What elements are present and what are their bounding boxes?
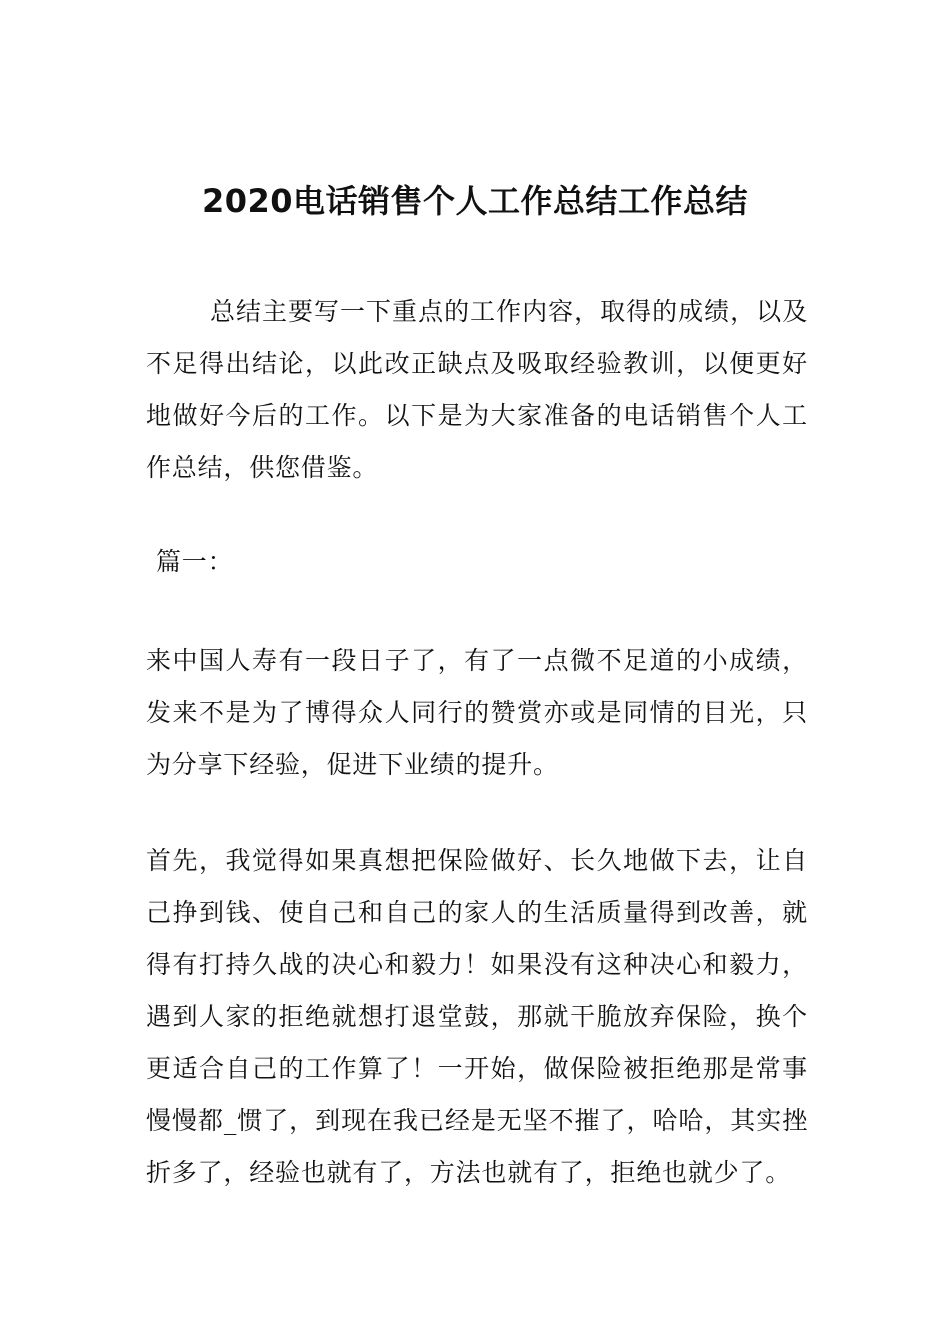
body-paragraph-2: 首先，我觉得如果真想把保险做好、长久地做下去，让自己挣到钱、使自己和自己的家人的生活质量得到改善，就得有打持久战的决心和毅力！如果没有这种决心和毅力，遇到人家的拒绝就想打退堂鼓，那就干脆放弃保险，换个更适合自己的工作算了！一开始，做保险被拒绝那是常事慢慢都_惯了，到现在我已经是无坚不摧了，哈哈，其实挫折多了，经验也就有了，方法也就有了，拒绝也就少了。 [146,846,808,1187]
intro-paragraph: 总结主要写一下重点的工作内容，取得的成绩，以及不足得出结论，以此改正缺点及吸取经验教训，以便更好地做好今后的工作。以下是为大家准备的电话销售个人工作总结，供您借鉴。 [146,297,808,482]
body-paragraph-1: 来中国人寿有一段日子了，有了一点微不足道的小成绩，发来不是为了博得众人同行的赞赏亦或是同情的目光，只为分享下经验，促进下业绩的提升。 [146,646,808,779]
document-title: 2020电话销售个人工作总结工作总结 [201,182,749,221]
section-label: 篇一： [156,547,234,576]
